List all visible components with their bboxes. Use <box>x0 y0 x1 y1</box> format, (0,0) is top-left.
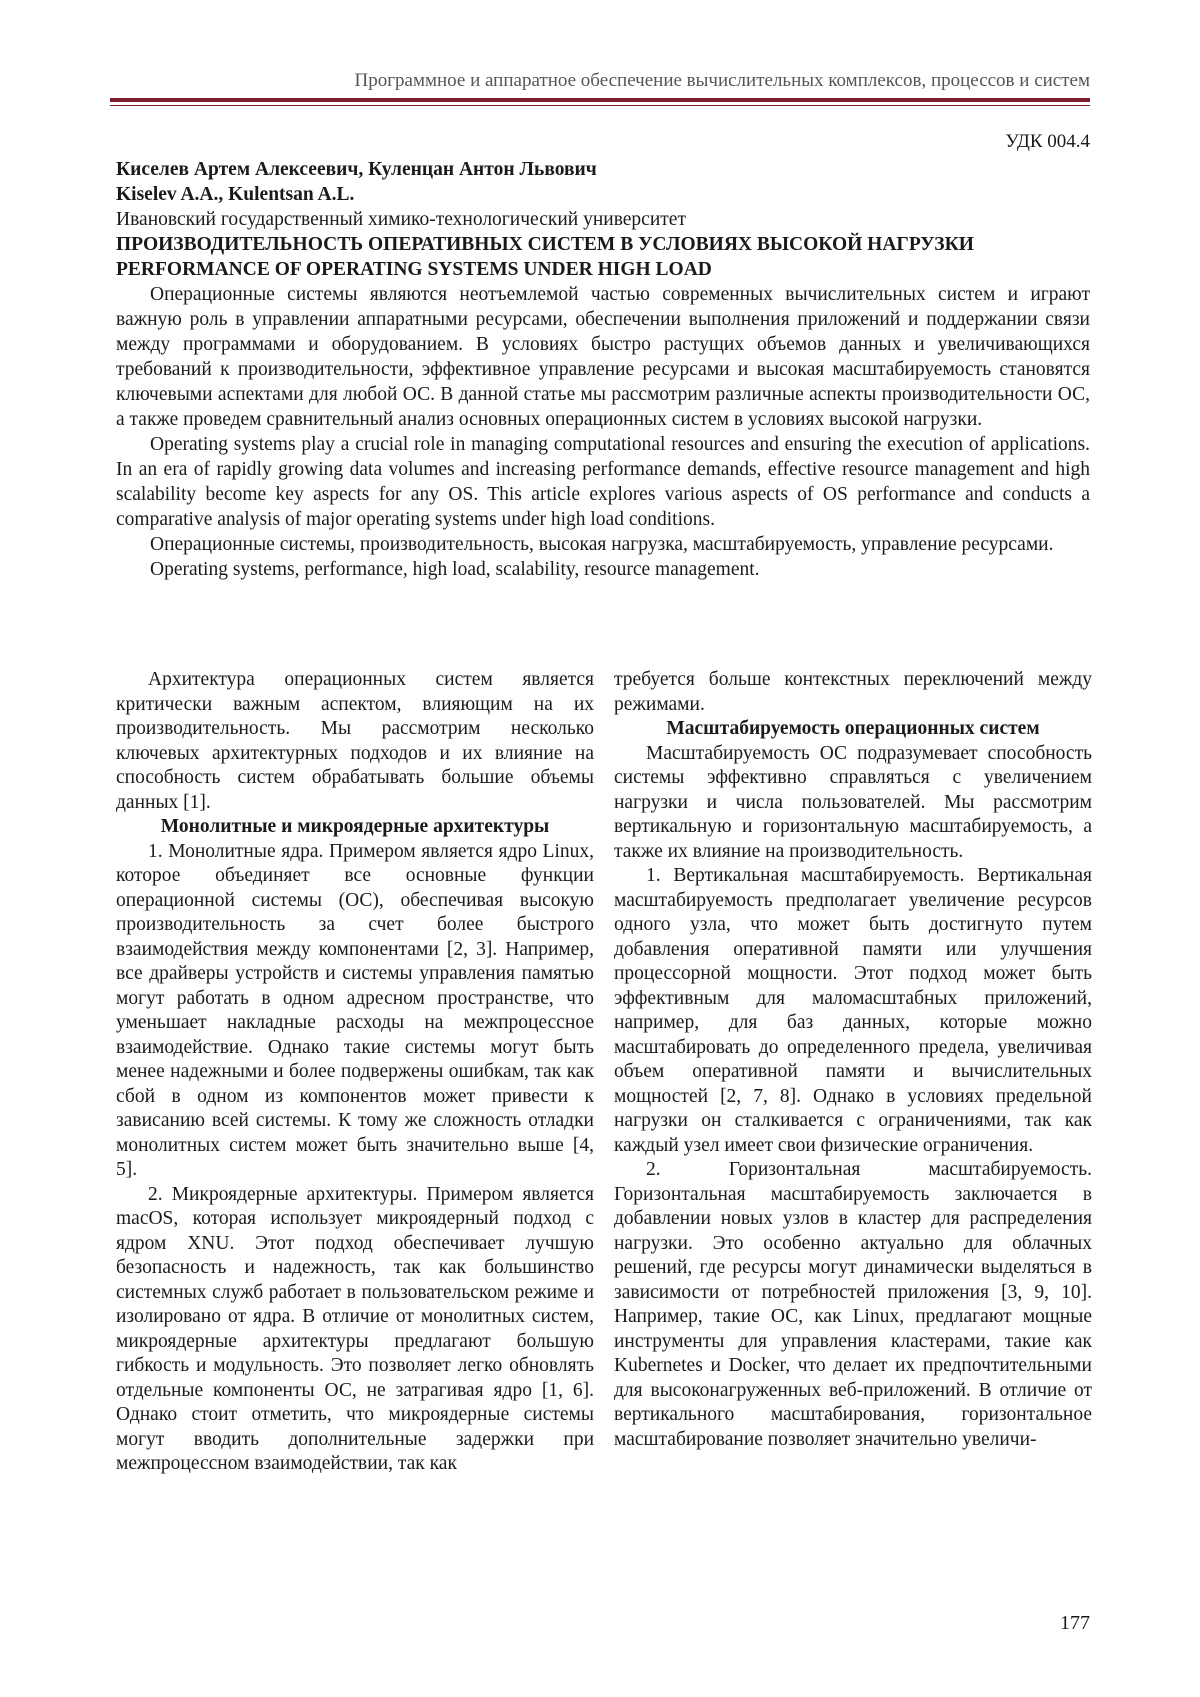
affiliation: Ивановский государственный химико-технологический университет <box>116 209 686 230</box>
scalability-intro-paragraph: Масштабируемость ОС подразумевает способность системы эффективно справляться с увеличением нагрузки и числа пользователей. Мы рассмотрим вертикальную и горизонтальную масштабируемость, а также их влияние на производительность. <box>614 742 1092 862</box>
header-rule-thin <box>110 105 1090 106</box>
udc-code: УДК 004.4 <box>1005 131 1090 152</box>
running-head: Программное и аппаратное обеспечение вычислительных комплексов, процессов и систем <box>354 70 1090 91</box>
authors-ru: Киселев Артем Алексеевич, Куленцан Антон Львович <box>116 159 597 180</box>
intro-paragraph: Архитектура операционных систем является критически важным аспектом, влияющим на их производительность. Мы рассмотрим несколько ключевых архитектурных подходов и их влияние на способность систем обрабатывать большие объемы данных [1]. <box>116 669 594 813</box>
abstract-ru: Операционные системы являются неотъемлемой частью современных вычислительных систем и играют важную роль в управлении аппаратными ресурсами, обеспечении выполнения приложений и поддержании связи между программами и оборудованием. В условиях быстро растущих объемов данных и увеличивающихся требований к производительности, эффективное управление ресурсами и высокая масштабируемость становятся ключевыми аспектами для любой ОС. В данной статье мы рассмотрим различные аспекты производительности ОС, а также проведем сравнительный анализ основных операционных систем в условиях высокой нагрузки. <box>116 284 1090 430</box>
header-rule-thick <box>110 98 1090 102</box>
keywords-ru: Операционные системы, производительность, высокая нагрузка, масштабируемость, управление ресурсами. <box>150 534 1054 555</box>
vertical-scalability-paragraph: 1. Вертикальная масштабируемость. Вертикальная масштабируемость предполагает увеличение ресурсов одного узла, что может быть достигнуто путем добавления оперативной памяти или улучшения процессорной мощности. Этот подход может быть эффективным для маломасштабных приложений, например, для баз данных, которые можно масштабировать до определенного предела, увеличивая объем оперативной памяти и вычислительных мощностей [2, 7, 8]. Однако в условиях предельной нагрузки он сталкивается с ограничениями, так как каждый узел имеет свои физические ограничения. <box>614 865 1092 1156</box>
right-column <box>614 668 1092 1477</box>
horizontal-scalability-paragraph: 2. Горизонтальная масштабируемость. Горизонтальная масштабируемость заключается в добавлении новых узлов в кластер для распределения нагрузки. Это особенно актуально для облачных решений, где ресурсы могут динамически выделяться в зависимости от потребностей приложения [3, 9, 10]. Например, такие ОС, как Linux, предлагают мощные инструменты для управления кластерами, такие как Kubernetes и Docker, что делает их предпочтительными для высоконагруженных веб-приложений. В отличие от вертикального масштабирования, горизонтальное масштабирование позволяет значительно увеличи- <box>614 1159 1092 1450</box>
front-matter <box>116 157 1090 582</box>
continuation-paragraph: требуется больше контекстных переключений между режимами. <box>614 669 1092 715</box>
section-heading-scalability: Масштабируемость операционных систем <box>666 718 1040 739</box>
page-number: 177 <box>1060 1612 1090 1634</box>
microkernel-paragraph: 2. Микроядерные архитектуры. Примером является macOS, которая использует микроядерный подход с ядром XNU. Этот подход обеспечивает лучшую безопасность и надежность, так как большинство системных служб работает в пользовательском режиме и изолировано от ядра. В отличие от монолитных систем, микроядерные архитектуры предлагают большую гибкость и модульность. Это позволяет легко обновлять отдельные компоненты ОС, не затрагивая ядро [1, 6]. Однако стоит отметить, что микроядерные системы могут вводить дополнительные задержки при межпроцессном взаимодействии, так как <box>116 1183 594 1474</box>
body-columns <box>116 668 1092 1477</box>
title-en: PERFORMANCE OF OPERATING SYSTEMS UNDER HIGH LOAD <box>116 259 712 280</box>
title-ru: ПРОИЗВОДИТЕЛЬНОСТЬ ОПЕРАТИВНЫХ СИСТЕМ В УСЛОВИЯХ ВЫСОКОЙ НАГРУЗКИ <box>116 234 974 255</box>
authors-en: Kiselev A.A., Kulentsan A.L. <box>116 184 355 205</box>
monolithic-paragraph: 1. Монолитные ядра. Примером является ядро Linux, которое объединяет все основные функции операционной системы (ОС), обеспечивая высокую производительность за счет более быстрого взаимодействия между компонентами [2, 3]. Например, все драйверы устройств и системы управления памятью могут работать в одном адресном пространстве, что уменьшает накладные расходы на межпроцессное взаимодействие. Однако такие системы могут быть менее надежными и более подвержены ошибкам, так как сбой в одном из компонентов может привести к зависанию всей системы. К тому же сложность отладки монолитных систем может быть значительно выше [4, 5]. <box>116 840 594 1180</box>
left-column <box>116 668 594 1477</box>
abstract-en: Operating systems play a crucial role in managing computational resources and ensuring the execution of applications. In an era of rapidly growing data volumes and increasing performance demands, effective resource management and high scalability become key aspects for any OS. This article explores various aspects of OS performance and conducts a comparative analysis of major operating systems under high load conditions. <box>116 434 1090 530</box>
section-heading-architectures: Монолитные и микроядерные архитектуры <box>160 816 550 837</box>
keywords-en: Operating systems, performance, high load, scalability, resource management. <box>150 559 760 580</box>
